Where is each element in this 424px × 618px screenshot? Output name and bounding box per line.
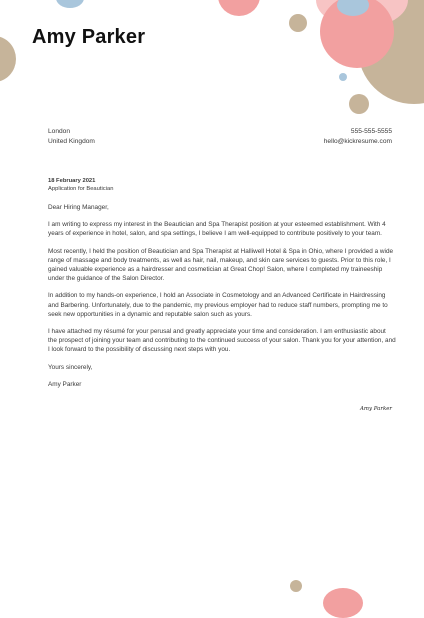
paragraph: Most recently, I held the position of Beautician and Spa Therapist at Halliwell Hotel & Spa in Ohio, where I provided a wide range of massage and body treatments, as well as hair, nail, makeup, and skin care services to guests. Prior to this role, I gained valuable experience as a hairdresser and cosmetician at Great Chop! Salon, where I completed my traineeship under the guidance of the Salon Director. <box>48 247 394 283</box>
decor-circle-tan-small <box>289 14 307 32</box>
contact-block <box>324 127 392 146</box>
decor-circle-pink-top <box>218 0 260 16</box>
letter-body <box>48 203 396 397</box>
closing: Yours sincerely, <box>48 363 93 371</box>
decor-circle-tan-left <box>0 36 16 82</box>
paragraph: I am writing to express my interest in the Beautician and Spa Therapist position at your esteemed establishment. With 4 years of experience in hotel, salon, and spa settings, I believe I am well-equipped to contribute positively to your team. <box>48 221 386 238</box>
salutation: Dear Hiring Manager, <box>48 204 109 211</box>
letter-meta <box>48 177 113 194</box>
country: United Kingdom <box>48 137 95 145</box>
phone: 555-555-5555 <box>350 128 392 135</box>
paragraph: In addition to my hands-on experience, I hold an Associate in Cosmetology and an Advanced Certificate in Hairdressing and Barbering. Unfortunately, due to the pandemic, my previous employer had to reduce staff numbers, prompting me to seek new opportunities in a dynamic and reputable salon such as yours. <box>48 292 388 318</box>
decor-circle-pink-bottom <box>323 588 363 618</box>
address-block <box>48 127 95 146</box>
decor-circle-blue-top <box>56 0 84 8</box>
decor-circle-tan-bottom <box>290 580 302 592</box>
letter-subject: Application for Beautician <box>48 186 114 193</box>
decor-circle-blue-tiny <box>339 73 347 81</box>
decor-circle-tan-medium <box>349 94 369 114</box>
signature: Amy Parker <box>360 406 392 412</box>
city: London <box>48 128 71 135</box>
applicant-name: Amy Parker <box>32 26 146 48</box>
signoff-name: Amy Parker <box>48 380 82 388</box>
paragraph: I have attached my résumé for your perusal and greatly appreciate your time and consideration. I am enthusiastic about the prospect of joining your team and contributing to the continued success of your salon. Thank you for your attention, and I look forward to the possibility of discussing next steps with you. <box>48 328 396 354</box>
email: hello@kickresume.com <box>323 137 392 145</box>
letter-date: 18 February 2021 <box>48 178 96 184</box>
